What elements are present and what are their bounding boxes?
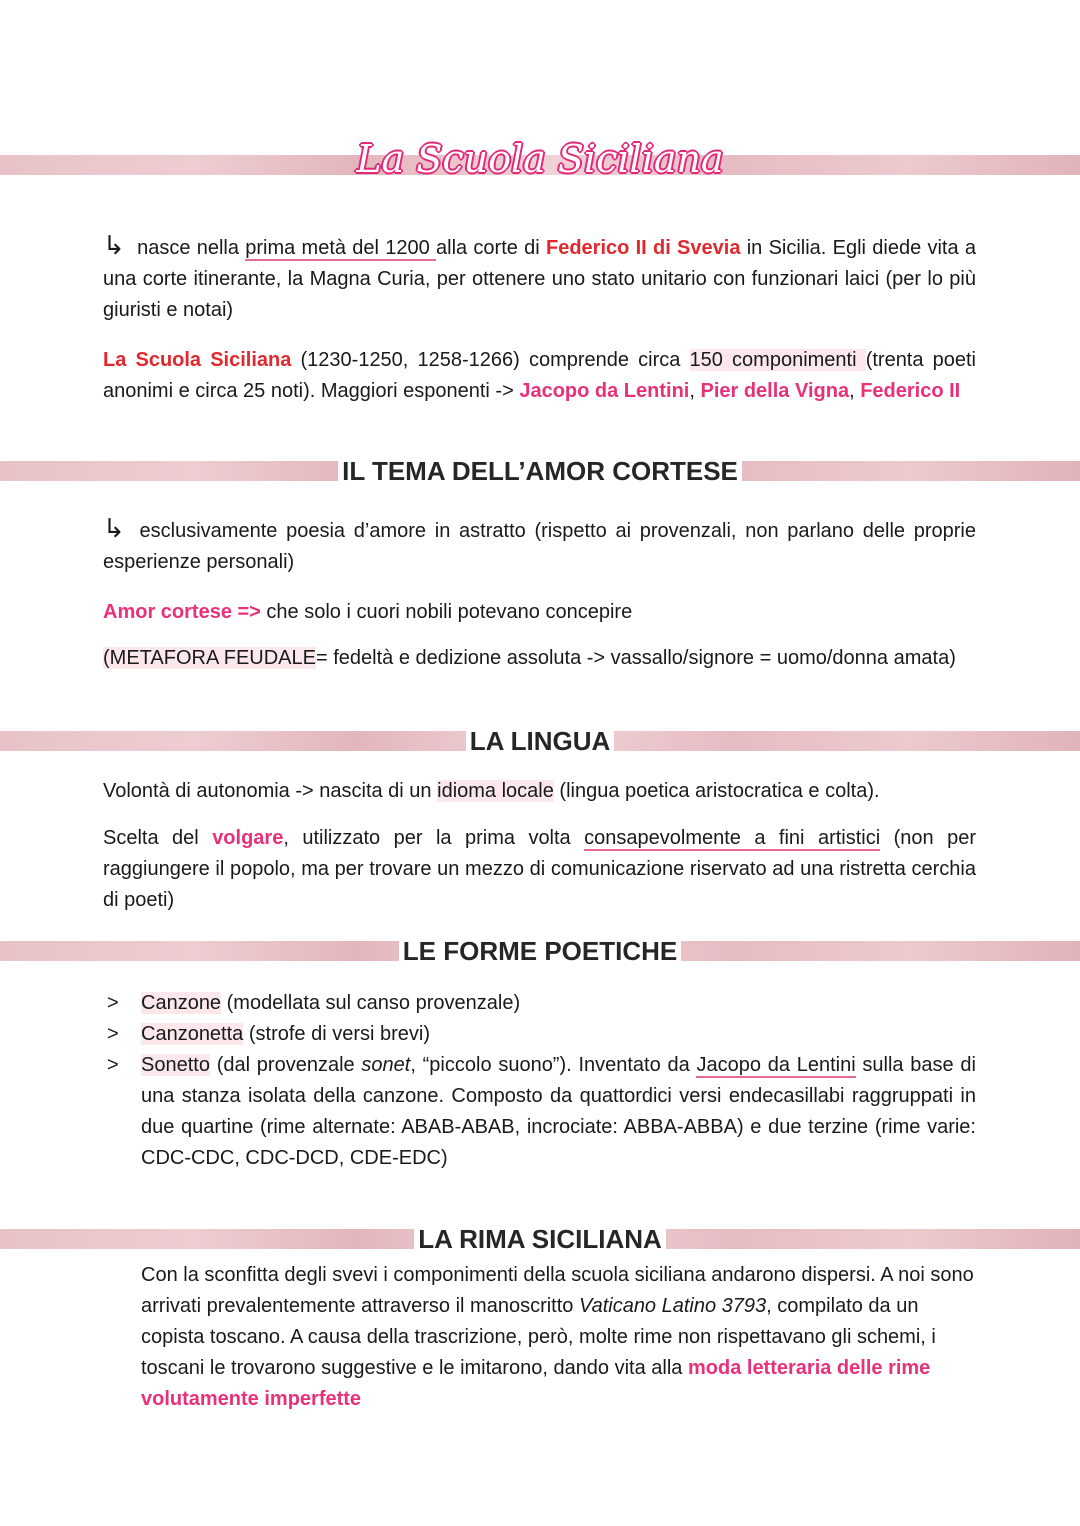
page-title: La Scuola Siciliana bbox=[356, 137, 724, 181]
list-item: > Canzone (modellata sul canso provenzale) bbox=[103, 988, 976, 1019]
arrow-icon: ↳ bbox=[103, 513, 125, 543]
bullet-icon: > bbox=[107, 1054, 119, 1076]
arrow-icon: ↳ bbox=[103, 230, 125, 260]
lingua-paragraph-2: Scelta del volgare, utilizzato per la prima volta consapevolmente a fini artistici (non per raggiungere il popolo, ma per trovare un mezzo di comunicazione riservato ad una ristretta cerchia di poeti) bbox=[103, 827, 977, 911]
bullet-icon: > bbox=[107, 1023, 119, 1045]
heading-lingua: LA LINGUA bbox=[0, 726, 1080, 756]
rima-paragraph: Con la sconfitta degli svevi i componimenti della scuola siciliana andarono dispersi. A noi sono arrivati prevalentemente attraverso il manoscritto Vaticano Latino 3793, compilato da un copista toscano. A causa della trascrizione, però, molte rime non rispettavano gli schemi, i toscani le trovarono suggestive e le imitarono, dando vita alla moda letteraria delle rime volutamente imperfette bbox=[141, 1264, 974, 1410]
intro-paragraph: ↳ nasce nella prima metà del 1200 alla corte di Federico II di Svevia in Sicilia. Egli diede vita a una corte itinerante, la Magna Curia, per ottenere uno stato unitario con funzionari laici (per lo più giuristi e notai) bbox=[103, 230, 976, 321]
amor-paragraph-3: (METAFORA FEUDALE= fedeltà e dedizione assoluta -> vassallo/signore = uomo/donna amata) bbox=[103, 647, 956, 669]
lingua-paragraph-1: Volontà di autonomia -> nascita di un idioma locale (lingua poetica aristocratica e colta). bbox=[103, 780, 880, 802]
bullet-icon: > bbox=[107, 992, 119, 1014]
list-item: > Canzonetta (strofe di versi brevi) bbox=[103, 1019, 976, 1050]
amor-paragraph-2: Amor cortese => che solo i cuori nobili potevano concepire bbox=[103, 601, 633, 623]
heading-amor-cortese: IL TEMA DELL’AMOR CORTESE bbox=[0, 456, 1080, 486]
list-item: > Sonetto (dal provenzale sonet, “piccolo suono”). Inventato da Jacopo da Lentini sulla base di una stanza isolata della canzone. Composto da quattordici versi endecasillabi raggruppati in due quartine (rime alternate: ABAB-ABAB, incrociate: ABBA-ABBA) e due terzine (rime varie: CDC-CDC, CDC-DCD, CDE-EDC) bbox=[103, 1050, 976, 1174]
forme-list bbox=[103, 988, 976, 1174]
heading-forme-poetiche: LE FORME POETICHE bbox=[0, 936, 1080, 966]
heading-rima-siciliana: LA RIMA SICILIANA bbox=[0, 1224, 1080, 1254]
amor-paragraph-1: ↳ esclusivamente poesia d’amore in astratto (rispetto ai provenzali, non parlano delle proprie esperienze personali) bbox=[103, 513, 976, 573]
scuola-paragraph: La Scuola Siciliana (1230-1250, 1258-1266) comprende circa 150 componimenti (trenta poeti anonimi e circa 25 noti). Maggiori esponenti -> Jacopo da Lentini, Pier della Vigna, Federico II bbox=[103, 349, 977, 402]
